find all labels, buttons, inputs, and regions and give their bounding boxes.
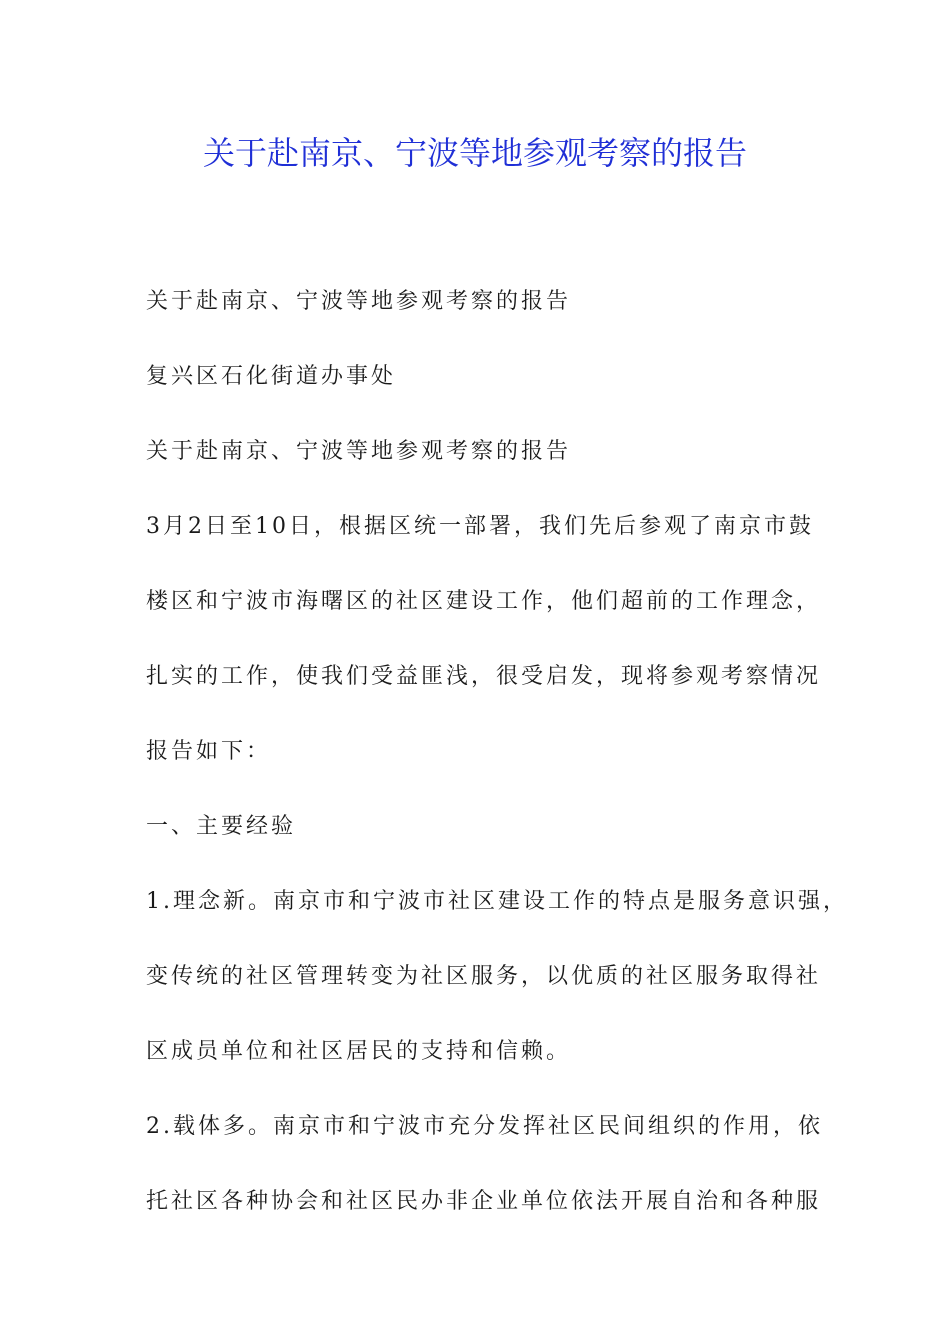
body-line: 变传统的社区管理转变为社区服务，以优质的社区服务取得社 (146, 964, 822, 989)
body-line: 关于赴南京、宁波等地参观考察的报告 (146, 289, 572, 314)
body-line: 楼区和宁波市海曙区的社区建设工作，他们超前的工作理念， (146, 589, 822, 614)
body-line: 托社区各种协会和社区民办非企业单位依法开展自治和各种服 (146, 1189, 822, 1214)
body-line: 1.理念新。南京市和宁波市社区建设工作的特点是服务意识强， (146, 889, 848, 914)
body-line: 扎实的工作，使我们受益匪浅，很受启发，现将参观考察情况 (146, 664, 822, 689)
body-line: 3月2日至10日，根据区统一部署，我们先后参观了南京市鼓 (146, 514, 814, 539)
document-title: 关于赴南京、宁波等地参观考察的报告 (202, 134, 747, 172)
body-line: 关于赴南京、宁波等地参观考察的报告 (146, 439, 572, 464)
body-line: 报告如下： (146, 739, 272, 764)
body-line: 区成员单位和社区居民的支持和信赖。 (146, 1039, 572, 1064)
body-line: 复兴区石化街道办事处 (146, 364, 397, 389)
body-line: 2.载体多。南京市和宁波市充分发挥社区民间组织的作用，依 (146, 1114, 823, 1139)
document-body (146, 264, 848, 1239)
section-heading: 一、主要经验 (146, 814, 297, 839)
